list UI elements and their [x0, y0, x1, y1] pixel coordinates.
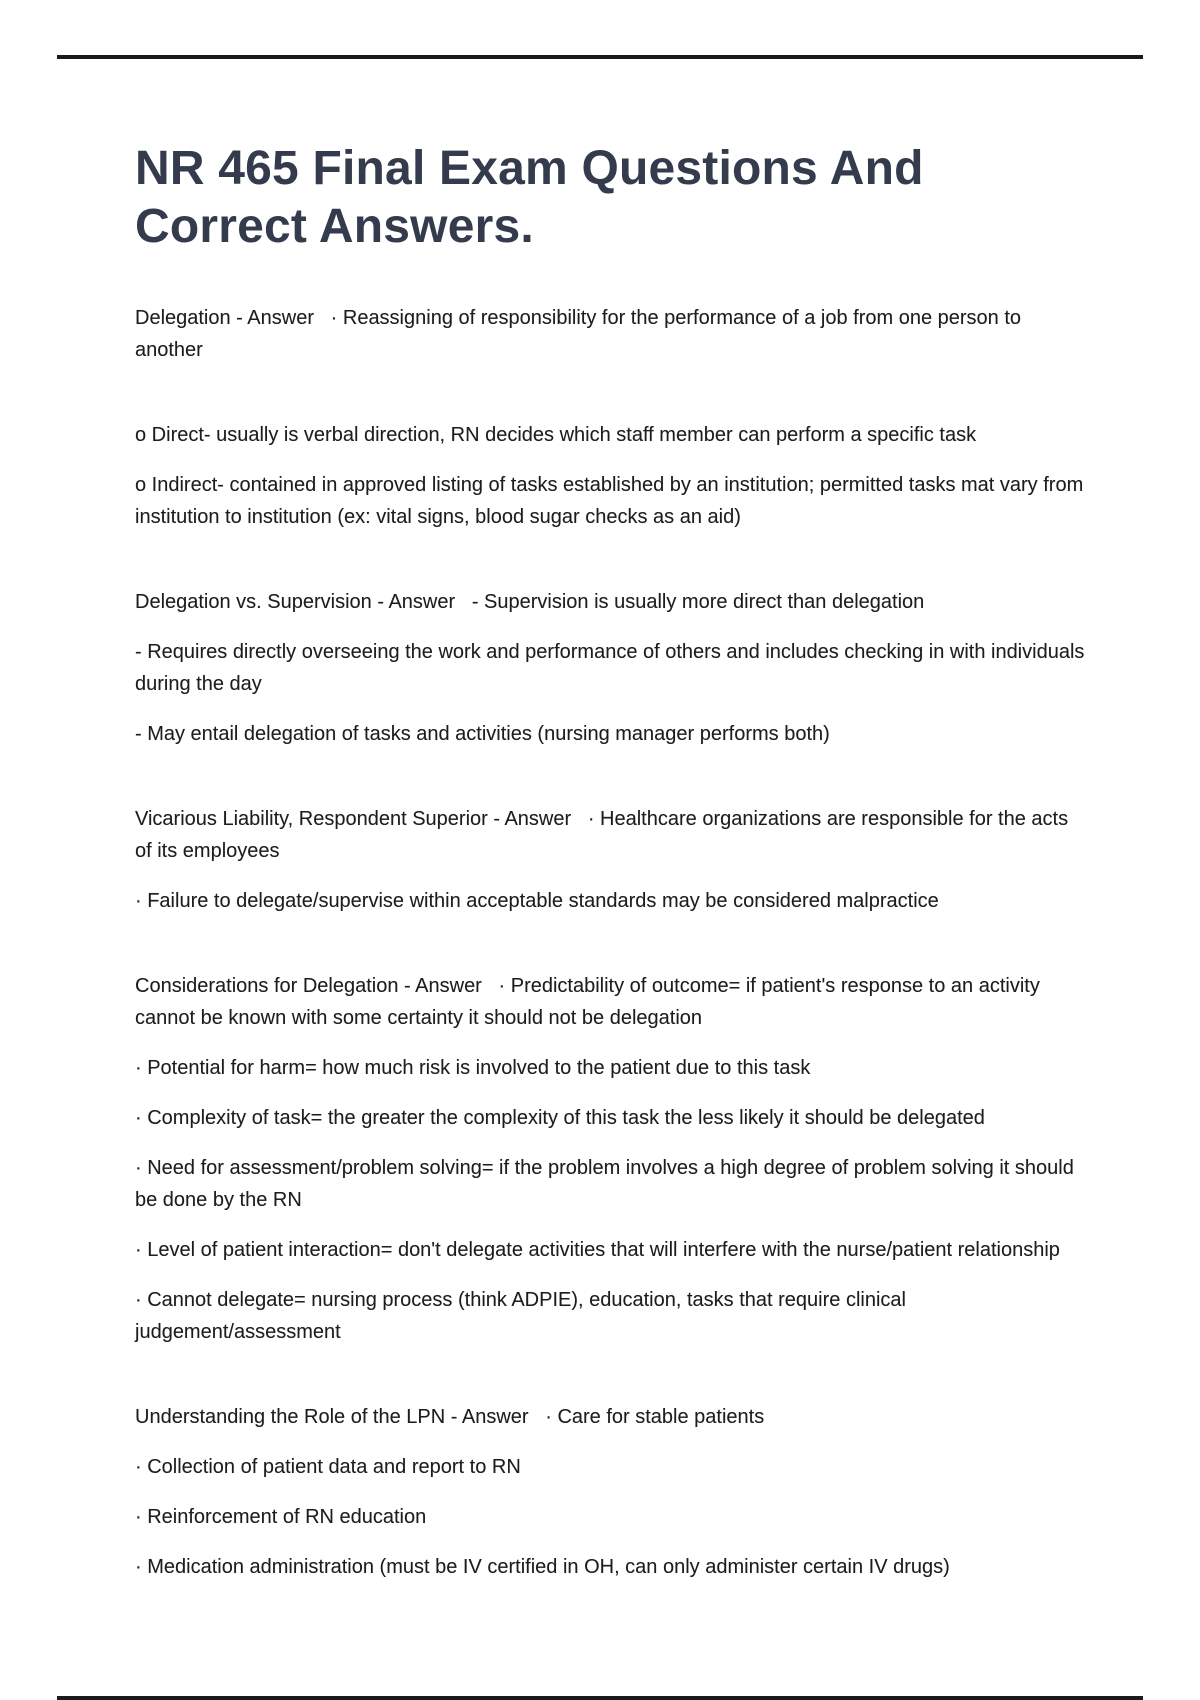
para-medication-administration: · Medication administration (must be IV certified in OH, can only administer certain IV drugs) [135, 1556, 950, 1578]
para-potential-for-harm: · Potential for harm= how much risk is involved to the patient due to this task [135, 1057, 811, 1079]
para-collection-patient-data: · Collection of patient data and report to RN [135, 1456, 521, 1478]
para-direct-delegation: o Direct- usually is verbal direction, RN decides which staff member can perform a specific task [135, 424, 977, 446]
para-failure-to-delegate: · Failure to delegate/supervise within acceptable standards may be considered malpractice [135, 890, 939, 912]
para-indirect-delegation: o Indirect- contained in approved listing of tasks established by an institution; permitted tasks mat vary from institution to institution (ex: vital signs, blood sugar checks as an aid) [135, 474, 1089, 528]
para-delegation-definition: Delegation - Answer · Reassigning of responsibility for the performance of a job from one person to another [135, 307, 1027, 361]
para-vicarious-liability: Vicarious Liability, Respondent Superior - Answer · Healthcare organizations are responsible for the acts of its employees [135, 808, 1074, 862]
para-need-for-assessment: · Need for assessment/problem solving= if the problem involves a high degree of problem solving it should be done by the RN [135, 1157, 1080, 1211]
para-cannot-delegate: · Cannot delegate= nursing process (think ADPIE), education, tasks that require clinical judgement/assessment [135, 1289, 912, 1343]
bottom-horizontal-rule [57, 1696, 1143, 1700]
para-supervision-may-entail: - May entail delegation of tasks and activities (nursing manager performs both) [135, 723, 830, 745]
para-supervision-requires: - Requires directly overseeing the work and performance of others and includes checking in with individuals during the day [135, 641, 1090, 695]
para-complexity-of-task: · Complexity of task= the greater the complexity of this task the less likely it should be delegated [135, 1107, 985, 1129]
document-body [135, 140, 1090, 1601]
para-delegation-vs-supervision: Delegation vs. Supervision - Answer - Supervision is usually more direct than delegation [135, 591, 925, 613]
para-role-of-lpn: Understanding the Role of the LPN - Answer · Care for stable patients [135, 1406, 765, 1428]
para-level-of-patient-interaction: · Level of patient interaction= don't delegate activities that will interfere with the nurse/patient relationship [135, 1239, 1060, 1261]
para-reinforcement-rn-education: · Reinforcement of RN education [135, 1506, 427, 1528]
document-title: NR 465 Final Exam Questions And Correct Answers. [135, 142, 924, 253]
para-considerations-delegation: Considerations for Delegation - Answer · Predictability of outcome= if patient's response to an activity cannot be known with some certainty it should not be delegation [135, 975, 1046, 1029]
top-horizontal-rule [57, 55, 1143, 59]
